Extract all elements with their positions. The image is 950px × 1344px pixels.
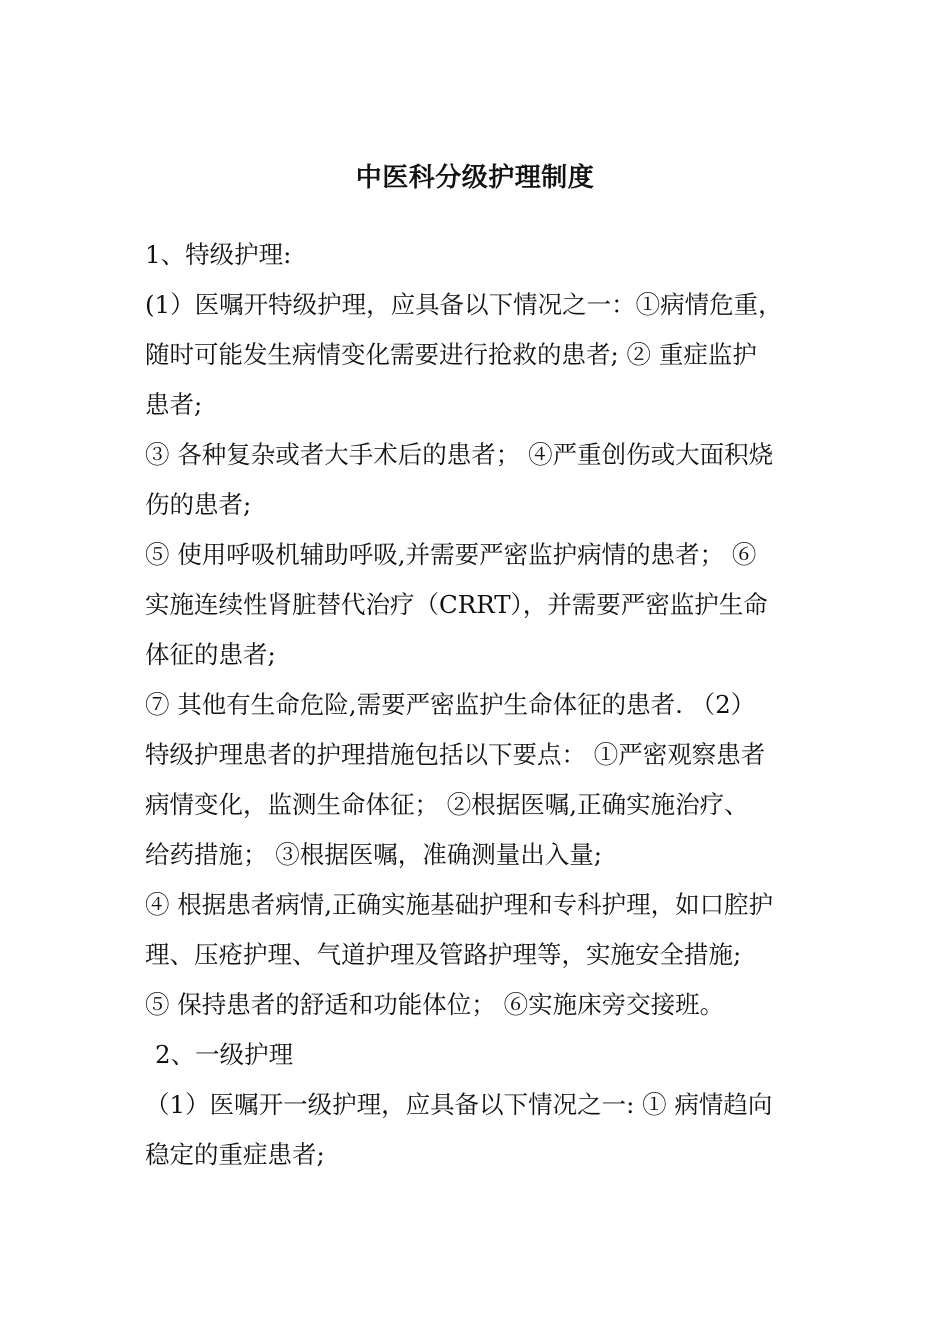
text-line: (1）医嘱开特级护理，应具备以下情况之一：①病情危重， (145, 290, 783, 319)
text-line: 伤的患者; (145, 490, 252, 519)
section-heading: 2、一级护理 (155, 1040, 294, 1069)
text-line: 给药措施； ③根据医嘱，准确测量出入量; (145, 840, 603, 869)
text-line: ⑦ 其他有生命危险,需要严密监护生命体征的患者. （2） (145, 690, 756, 719)
text-line: ③ 各种复杂或者大手术后的患者； ④严重创伤或大面积烧 (145, 440, 774, 469)
text-line: 随时可能发生病情变化需要进行抢救的患者; ② 重症监护 (145, 340, 757, 369)
text-line: 特级护理患者的护理措施包括以下要点： ①严密观察患者 (145, 740, 766, 769)
text-line: ④ 根据患者病情,正确实施基础护理和专科护理，如口腔护 (145, 890, 774, 919)
text-line: 体征的患者; (145, 640, 276, 669)
text-line: ⑤ 保持患者的舒适和功能体位； ⑥实施床旁交接班。 (145, 990, 725, 1019)
text-line: （1）医嘱开一级护理，应具备以下情况之一: ① 病情趋向 (145, 1090, 773, 1119)
text-line: ⑤ 使用呼吸机辅助呼吸,并需要严密监护病情的患者； ⑥ (145, 540, 757, 569)
text-line: 稳定的重症患者; (145, 1140, 325, 1169)
document-body (145, 230, 815, 1180)
text-line: 理、压疮护理、气道护理及管路护理等，实施安全措施; (145, 940, 742, 969)
text-line: 患者; (145, 390, 203, 419)
document-title: 中医科分级护理制度 (355, 163, 595, 193)
text-line: 实施连续性肾脏替代治疗（CRRT），并需要严密监护生命 (145, 590, 768, 619)
text-line: 1、特级护理: (145, 240, 292, 269)
text-line: 病情变化，监测生命体征； ②根据医嘱,正确实施治疗、 (145, 790, 749, 819)
